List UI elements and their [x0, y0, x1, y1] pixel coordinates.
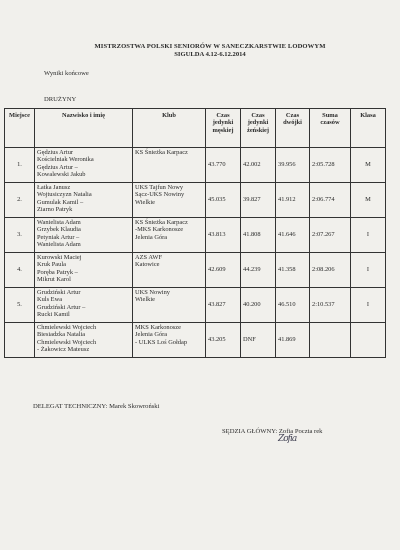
cell-club [133, 183, 206, 218]
table-header-row [5, 109, 386, 148]
cell-women-time: 44.239 [241, 253, 276, 288]
cell-place: 4. [5, 253, 35, 288]
club-line: Sącz-UKS Nowiny [135, 191, 185, 199]
cell-doubles-time: 41.646 [276, 218, 310, 253]
competitor-name: Wanielista Adam [37, 219, 81, 226]
cell-club [133, 253, 206, 288]
cell-club [133, 323, 206, 358]
competitor-name: Grzybek Klaudia [37, 226, 81, 234]
cell-total-time [310, 323, 351, 358]
cell-women-time: 40.200 [241, 288, 276, 323]
club-line: - ULKS Loś Gołdap [135, 338, 188, 346]
club-line: AZS AWF [135, 254, 163, 261]
competitor-name: Gumulak Kamil – [37, 198, 84, 206]
head-referee: SĘDZIA GŁÓWNY: Zofia Poczta rek [222, 428, 323, 435]
results-label: Wyniki końcowe [44, 70, 89, 77]
competitor-name: Chmielewski Wojciech [37, 338, 97, 346]
col-men-header: Czas jedynki męskiej [206, 109, 241, 148]
club-line: Wielkie [135, 198, 155, 206]
competitor-name: Gędzius Artur [37, 149, 74, 156]
competitor-name: Poręba Patryk – [37, 268, 78, 276]
competitor-name: Kowalewski Jakub [37, 171, 86, 179]
competitor-name: Grudziński Artur [37, 289, 81, 296]
cell-women-time: 41.808 [241, 218, 276, 253]
cell-club [133, 148, 206, 183]
cell-total-time: 2:10.537 [310, 288, 351, 323]
competitor-name: Biesiadzka Natalia [37, 331, 86, 339]
col-class-header: Klasa [351, 109, 386, 148]
cell-place: 3. [5, 218, 35, 253]
cell-names [35, 148, 133, 183]
signature: Zofia [278, 434, 297, 444]
club-line: Jelenia Góra [135, 233, 168, 241]
cell-class: I [351, 253, 386, 288]
competitor-name: Łatka Janusz [37, 184, 71, 191]
cell-names [35, 253, 133, 288]
col-place-header: Miejsce [5, 109, 35, 148]
club-line: Katowice [135, 261, 160, 269]
cell-class: M [351, 183, 386, 218]
table-row [5, 148, 386, 183]
cell-club [133, 288, 206, 323]
competitor-name: Grudziński Artur – [37, 303, 86, 311]
cell-men-time: 45.035 [206, 183, 241, 218]
cell-women-time: 42.002 [241, 148, 276, 183]
club-line: -MKS Karkonosze [135, 226, 184, 234]
competitor-name: Kuls Ewa [37, 296, 63, 304]
cell-class: I [351, 218, 386, 253]
cell-place [5, 323, 35, 358]
col-women-header: Czas jedynki żeńskiej [241, 109, 276, 148]
cell-doubles-time: 46.510 [276, 288, 310, 323]
cell-class: I [351, 288, 386, 323]
competitor-name: Rucki Kamil [37, 311, 70, 319]
table-row [5, 288, 386, 323]
cell-names [35, 288, 133, 323]
document-title: MISTRZOSTWA POLSKI SENIORÓW W SANECZKARSTWIE LODOWYM [94, 43, 326, 50]
competitor-name: Kurowski Maciej [37, 254, 82, 261]
cell-doubles-time: 41.358 [276, 253, 310, 288]
cell-men-time: 42.609 [206, 253, 241, 288]
competitor-name: - Żakowicz Mateusz [37, 346, 90, 354]
cell-total-time: 2:08.206 [310, 253, 351, 288]
club-line: MKS Karkonosze [135, 324, 181, 331]
cell-men-time: 43.813 [206, 218, 241, 253]
col-total-header: Suma czasów [310, 109, 351, 148]
competitor-name: Petyniak Artur – [37, 233, 80, 241]
cell-men-time: 43.770 [206, 148, 241, 183]
cell-class [351, 323, 386, 358]
cell-total-time: 2:07.267 [310, 218, 351, 253]
col-name-header: Nazwisko i imię [35, 109, 133, 148]
competitor-name: Kruk Paula [37, 261, 66, 269]
club-line: Wielkie [135, 296, 155, 304]
club-line: UKS Nowiny [135, 289, 170, 296]
cell-women-time: DNF [241, 323, 276, 358]
cell-names [35, 323, 133, 358]
cell-women-time: 39.827 [241, 183, 276, 218]
club-line: UKS Tajfun Nowy [135, 184, 184, 191]
technical-delegate: DELEGAT TECHNICZNY: Marek Skowroński [33, 403, 160, 410]
table-row [5, 323, 386, 358]
competitor-name: Kościelniak Weronika [37, 156, 94, 164]
col-club-header: Klub [133, 109, 206, 148]
table-row [5, 253, 386, 288]
competitor-name: Ziarno Patryk [37, 206, 73, 214]
club-line: Jelenia Góra [135, 331, 168, 339]
cell-class: M [351, 148, 386, 183]
table-row [5, 218, 386, 253]
club-line: KS Śnieżka Karpacz [135, 149, 188, 156]
document-subtitle: SIGULDA 4.12-6.12.2014 [174, 51, 246, 58]
competitor-name: Wojtusiczyzn Natalia [37, 191, 92, 199]
cell-men-time: 43.205 [206, 323, 241, 358]
cell-doubles-time: 41.869 [276, 323, 310, 358]
cell-place: 1. [5, 148, 35, 183]
col-doubles-header: Czas dwójki [276, 109, 310, 148]
competitor-name: Chmielewski Wojciech [37, 324, 97, 331]
cell-names [35, 183, 133, 218]
cell-names [35, 218, 133, 253]
cell-doubles-time: 41.912 [276, 183, 310, 218]
cell-place: 5. [5, 288, 35, 323]
competitor-name: Wanielista Adam [37, 241, 81, 249]
cell-men-time: 43.827 [206, 288, 241, 323]
results-table [4, 108, 386, 358]
cell-doubles-time: 39.956 [276, 148, 310, 183]
club-line: KS Śnieżka Karpacz [135, 219, 188, 226]
competitor-name: Gędzius Artur – [37, 163, 78, 171]
category-label: DRUŻYNY [44, 96, 77, 103]
cell-total-time: 2:05.728 [310, 148, 351, 183]
competitor-name: Mikrut Karol [37, 276, 71, 284]
table-row [5, 183, 386, 218]
cell-total-time: 2:06.774 [310, 183, 351, 218]
cell-club [133, 218, 206, 253]
cell-place: 2. [5, 183, 35, 218]
